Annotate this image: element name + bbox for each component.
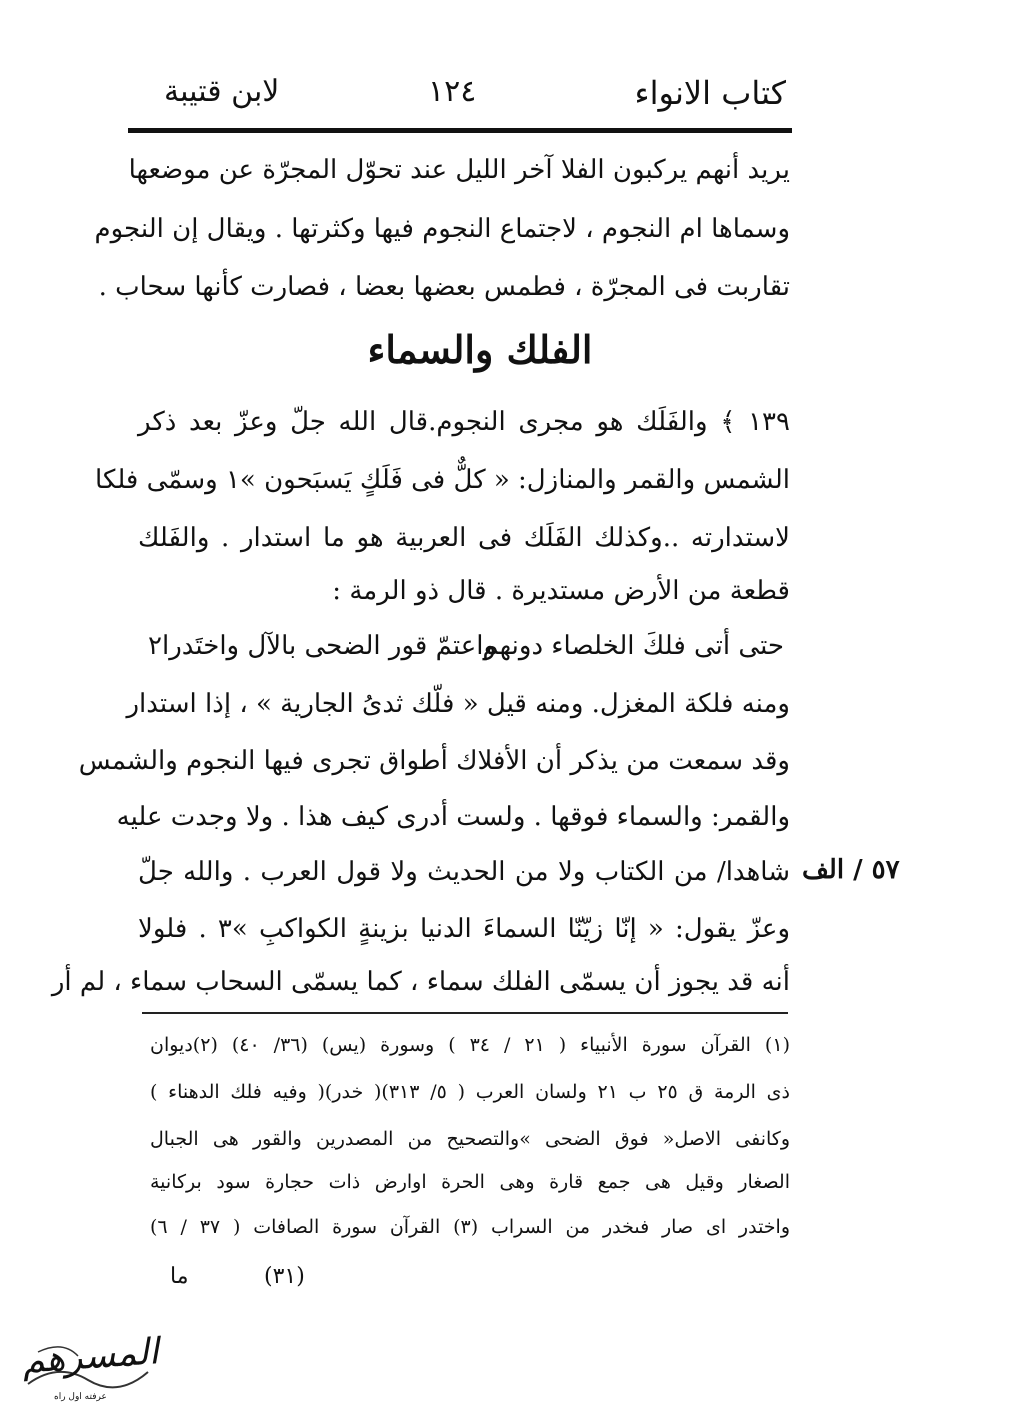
stamp-main-text: المسرهم: [20, 1331, 160, 1382]
text-line: أنه قد يجوز أن يسمّى الفلك سماء ، كما يسمّى السحاب سماء ، لم أر: [51, 967, 790, 997]
text-line: شاهدا/ من الكتاب ولا من الحديث ولا قول العرب . والله جلّ: [138, 857, 790, 887]
text-line: والقمر: والسماء فوقها . ولست أدرى كيف هذا . ولا وجدت عليه: [116, 802, 790, 832]
text-line: ومنه فلكة المغزل. ومنه قيل « فلّك ثدىُ الجارية » ، إذا استدار: [126, 689, 790, 719]
verse-hemistich-1: حتى أتى فلكَ الخلصاء دونهم: [482, 631, 784, 661]
text-line: وعزّ يقول: « إنّا زيّنّا السماءَ الدنيا بزينةٍ الكواكبِ »٣ . فلولا: [138, 914, 791, 944]
author-name: لابن قتيبة: [164, 74, 280, 109]
text-line: وسماها ام النجوم ، لاجتماع النجوم فيها وكثرتها . ويقال إن النجوم: [94, 214, 790, 244]
verse-hemistich-2: واعتمّ قور الضحى بالآل واختَدرا٢: [148, 631, 497, 661]
text-line: ١٣٩ ﴾ والفَلَك هو مجرى النجوم.قال الله جلّ وعزّ بعد ذكر: [138, 407, 790, 437]
text-line: وقد سمعت من يذكر أن الأفلاك أطواق تجرى فيها النجوم والشمس: [78, 746, 790, 776]
footnote-line: وكانفى الاصل« فوق الضحى »والتصحيح من المصدرين والقور هى الجبال: [150, 1128, 790, 1150]
book-title: كتاب الانواء: [634, 74, 786, 112]
footnote-rule: [142, 1012, 788, 1014]
footnote-line: ذى الرمة ق ٢٥ ب ٢١ ولسان العرب ( ٥/ ٣١٣)( خدر)( وفيه فلك الدهناء ): [150, 1081, 790, 1103]
footnote-line: (١) القرآن سورة الأنبياء ( ٢١ / ٣٤ ) وسورة (يس) (٣٦/ ٤٠) (٢)ديوان: [150, 1034, 790, 1056]
section-heading: الفلك والسماء: [367, 327, 593, 372]
footnote-line: واختدر اى صار فىخدر من السراب (٣) القرآن سورة الصافات ( ٣٧ / ٦): [150, 1216, 791, 1238]
text-line: الشمس والقمر والمنازل: « كلٌّ فى فَلَكٍ يَسبَحون »١ وسمّى فلكا: [95, 465, 790, 495]
stamp-sub-text: عرفته اول راه: [54, 1392, 107, 1402]
page-number: ١٢٤: [428, 74, 477, 109]
catchword: ما: [170, 1264, 189, 1289]
text-line: قطعة من الأرض مستديرة . قال ذو الرمة :: [332, 576, 790, 606]
text-line: لاستدارته ..وكذلك الفَلَك فى العربية هو ما استدار . والفَلك: [138, 523, 790, 553]
running-header: [128, 70, 792, 130]
margin-folio-note: ٥٧ / الف: [802, 855, 900, 885]
verse: [148, 626, 784, 666]
header-rule: [128, 128, 792, 133]
text-line: يريد أنهم يركبون الفلا آخر الليل عند تحوّل المجرّة عن موضعها: [128, 155, 790, 185]
signature-number: (٣١): [264, 1264, 305, 1289]
library-stamp: [18, 1322, 158, 1412]
text-line: تقاربت فى المجرّة ، فطمس بعضها بعضا ، فصارت كأنها سحاب .: [98, 272, 790, 302]
footnote-line: الصغار وقيل هى جمع قارة وهى الحرة اوارض ذات حجارة سود بركانية: [150, 1171, 790, 1193]
